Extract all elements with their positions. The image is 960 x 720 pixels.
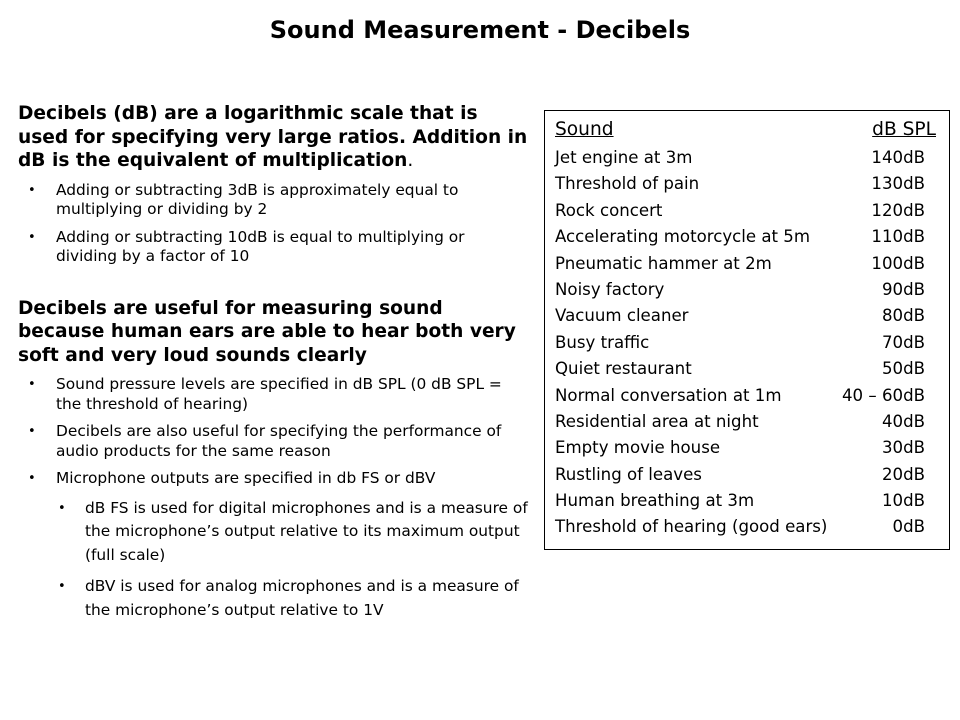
slide-title: Sound Measurement - Decibels — [269, 16, 691, 44]
list-item — [18, 422, 530, 461]
bullet-dot: • — [28, 377, 36, 392]
list-item — [18, 228, 530, 267]
table-row — [555, 303, 941, 329]
cell-sound: Quiet restaurant — [555, 359, 692, 379]
cell-db: 10dB — [881, 491, 925, 511]
header-sound: Sound — [555, 119, 614, 140]
cell-db: 50dB — [881, 359, 925, 379]
bullet-text: Sound pressure levels are specified in dB SPL (0 dB SPL = the threshold of hearing) — [56, 375, 502, 413]
table-row — [555, 488, 941, 514]
table-row — [555, 198, 941, 224]
table-row — [555, 171, 941, 197]
cell-sound: Residential area at night — [555, 411, 759, 431]
cell-sound: Normal conversation at 1m — [555, 385, 782, 405]
table-row — [555, 145, 941, 171]
sound-levels-table — [555, 119, 941, 541]
section1-heading-tail: . — [407, 150, 414, 171]
list-item — [18, 181, 530, 220]
table-row — [555, 383, 941, 409]
cell-sound: Vacuum cleaner — [555, 306, 689, 326]
section2-heading: Decibels are useful for measuring sound because human ears are able to hear both very soft and very loud sounds clearly — [18, 297, 516, 366]
cell-db: 30dB — [881, 438, 925, 458]
list-item — [18, 469, 530, 489]
cell-sound: Jet engine at 3m — [555, 148, 693, 167]
table-row — [555, 277, 941, 303]
cell-db: 80dB — [881, 306, 925, 326]
cell-db: 40dB — [881, 411, 925, 431]
cell-db: 40 – 60dB — [842, 385, 925, 405]
bullet-dot: • — [28, 471, 36, 486]
table-row — [555, 462, 941, 488]
cell-db: 90dB — [881, 279, 925, 299]
cell-db: 120dB — [871, 200, 925, 220]
cell-db: 140dB — [871, 148, 925, 167]
cell-db: 130dB — [871, 174, 925, 194]
bullet-dot: • — [58, 579, 66, 594]
sound-levels-table-box — [544, 110, 950, 550]
table-row — [555, 251, 941, 277]
cell-sound: Human breathing at 3m — [555, 491, 755, 511]
bullet-text: Microphone outputs are specified in db FS or dBV — [56, 469, 436, 487]
cell-sound: Pneumatic hammer at 2m — [555, 253, 772, 273]
cell-db: 0dB — [892, 517, 925, 537]
cell-sound: Rock concert — [555, 200, 663, 220]
table-row — [555, 514, 941, 540]
sub-bullet-text: dB FS is used for digital microphones and is a measure of the microphone’s output relative to its maximum output (full scale) — [85, 498, 528, 564]
bullet-dot: • — [28, 229, 36, 245]
list-item — [18, 375, 530, 414]
bullet-dot: • — [28, 424, 36, 439]
sub-bullet-text: dBV is used for analog microphones and is a measure of the microphone’s output relative to 1V — [85, 577, 519, 619]
cell-sound: Threshold of hearing (good ears) — [555, 517, 828, 537]
bullet-text: Adding or subtracting 10dB is equal to multiplying or dividing by a factor of 10 — [56, 227, 465, 265]
bullet-text: Decibels are also useful for specifying the performance of audio products for the same reason — [56, 422, 502, 460]
bullet-dot: • — [28, 182, 36, 198]
list-item — [18, 575, 530, 622]
cell-sound: Noisy factory — [555, 279, 665, 299]
table-row — [555, 224, 941, 250]
bullet-dot: • — [58, 500, 66, 516]
cell-db: 70dB — [881, 332, 925, 352]
list-item — [18, 497, 530, 568]
cell-sound: Rustling of leaves — [555, 464, 702, 484]
cell-sound: Accelerating motorcycle at 5m — [555, 227, 811, 247]
table-row — [555, 409, 941, 435]
section1-heading-bold: Decibels (dB) are a logarithmic scale that is used for specifying very large ratios. Addition in dB is the equivalent of multiplication — [18, 103, 528, 171]
cell-sound: Empty movie house — [555, 438, 721, 458]
cell-db: 100dB — [871, 253, 925, 273]
section1-bullet-list — [18, 181, 530, 267]
table-row — [555, 330, 941, 356]
cell-db: 20dB — [881, 464, 925, 484]
section1-heading — [18, 102, 530, 173]
content-column — [18, 102, 530, 622]
table-row — [555, 435, 941, 461]
cell-db: 110dB — [871, 227, 925, 247]
cell-sound: Threshold of pain — [555, 174, 700, 194]
section-spacer — [18, 267, 530, 297]
table-header — [555, 119, 941, 145]
cell-sound: Busy traffic — [555, 332, 650, 352]
section2-sub-bullet-list — [18, 497, 530, 623]
section2-bullet-list — [18, 375, 530, 489]
bullet-text: Adding or subtracting 3dB is approximately equal to multiplying or dividing by 2 — [56, 180, 459, 218]
table-row — [555, 356, 941, 382]
header-db-spl: dB SPL — [872, 119, 936, 140]
